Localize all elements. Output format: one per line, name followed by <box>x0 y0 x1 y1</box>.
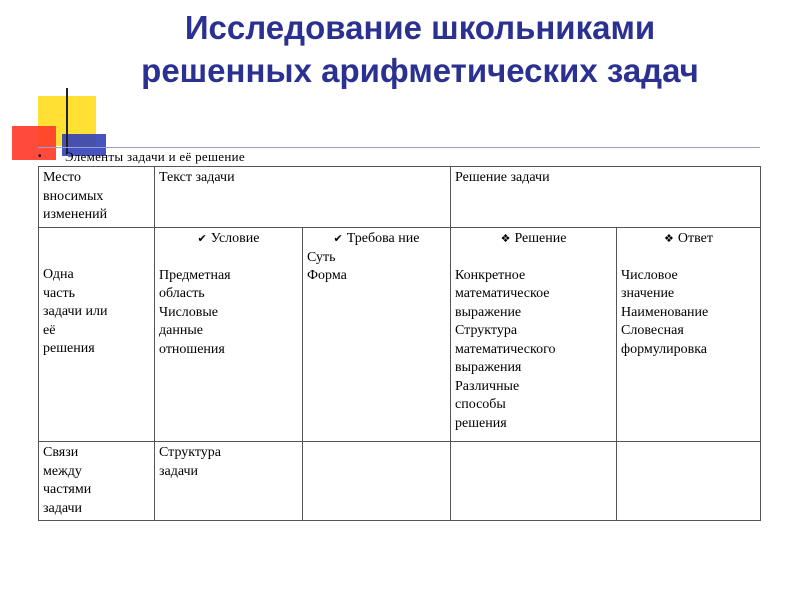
cell-line: задачи <box>43 500 83 516</box>
subheader-requirement-label: Требова ние <box>346 231 420 246</box>
check-icon: ✔ <box>333 232 343 245</box>
title-line-1: Исследование школьниками <box>184 9 656 46</box>
row2-requirement-cell <box>303 442 451 521</box>
subheader-solution <box>455 230 612 249</box>
header-place-line: вносимых <box>43 188 104 204</box>
subheader-solution-label: Решение <box>514 231 567 246</box>
row2-condition-cell <box>155 442 303 521</box>
cell-line: Структура <box>455 323 518 338</box>
row2-answer-cell <box>617 442 761 521</box>
cell-line: Связи <box>43 445 79 460</box>
deco-horizontal-line <box>38 147 760 148</box>
row2-place-cell <box>39 442 155 521</box>
cell-line: выражения <box>455 360 522 375</box>
row1-place-cell <box>39 228 155 442</box>
cell-line: Предметная <box>159 267 231 283</box>
cell-line: отношения <box>159 341 225 357</box>
subheader-answer-label: Ответ <box>677 231 713 246</box>
cell-line: решения <box>455 415 507 431</box>
check-icon: ✔ <box>197 232 207 245</box>
cell-line: формулировка <box>621 341 708 357</box>
cell-line: математического <box>455 341 556 357</box>
cell-line: Структура <box>159 445 222 460</box>
subheader-condition <box>159 230 298 249</box>
cell-line: Форма <box>307 268 347 283</box>
subheader-condition-label: Условие <box>210 231 260 246</box>
cell-line: задачи <box>159 463 199 479</box>
deco-red-square <box>12 126 56 160</box>
row1-answer-cell <box>617 228 761 442</box>
table-row <box>39 442 761 521</box>
cell-line: выражение <box>455 304 522 320</box>
cell-line: между <box>43 463 82 479</box>
table-header-row <box>39 167 761 228</box>
diamond-bullet-icon: ❖ <box>500 232 511 245</box>
row2-solution-cell <box>451 442 617 521</box>
cell-line: Числовое <box>621 267 678 283</box>
cell-line: математическое <box>455 286 550 301</box>
cell-line: Суть <box>307 249 336 265</box>
cell-line: Наименование <box>621 304 709 320</box>
header-solution-cell <box>451 167 761 228</box>
table-caption: Элементы задачи и её решение <box>65 149 245 164</box>
cell-line: область <box>159 286 205 301</box>
cell-line: способы <box>455 397 506 412</box>
header-place-line: Место <box>43 170 81 185</box>
header-place-line: изменений <box>43 207 108 222</box>
cell-line: Одна <box>43 267 74 282</box>
elements-table <box>38 166 761 521</box>
cell-line: частями <box>43 482 92 497</box>
cell-line: её <box>43 322 56 338</box>
slide-title <box>60 6 780 92</box>
diamond-bullet-icon: ❖ <box>664 232 674 245</box>
cell-line: Числовые <box>159 304 219 320</box>
cell-line: Различные <box>455 378 520 394</box>
title-line-2: решенных арифметических задач <box>141 52 699 89</box>
cell-line: значение <box>621 286 675 301</box>
header-solution-label: Решение задачи <box>455 170 550 185</box>
header-place-cell <box>39 167 155 228</box>
cell-line: Словесная <box>621 323 684 338</box>
cell-line: решения <box>43 341 95 356</box>
caption-bullet-icon: • <box>38 151 42 162</box>
deco-vertical-line <box>66 88 68 154</box>
header-text-cell <box>155 167 451 228</box>
row1-requirement-cell <box>303 228 451 442</box>
row1-solution-cell <box>451 228 617 442</box>
subheader-answer <box>621 230 756 249</box>
subheader-requirement <box>307 230 446 249</box>
header-text-label: Текст задачи <box>159 170 235 185</box>
cell-line: данные <box>159 323 203 338</box>
row1-condition-cell <box>155 228 303 442</box>
cell-line: часть <box>43 285 75 301</box>
table-row <box>39 228 761 442</box>
cell-line: Конкретное <box>455 267 526 283</box>
cell-line: задачи или <box>43 304 108 319</box>
